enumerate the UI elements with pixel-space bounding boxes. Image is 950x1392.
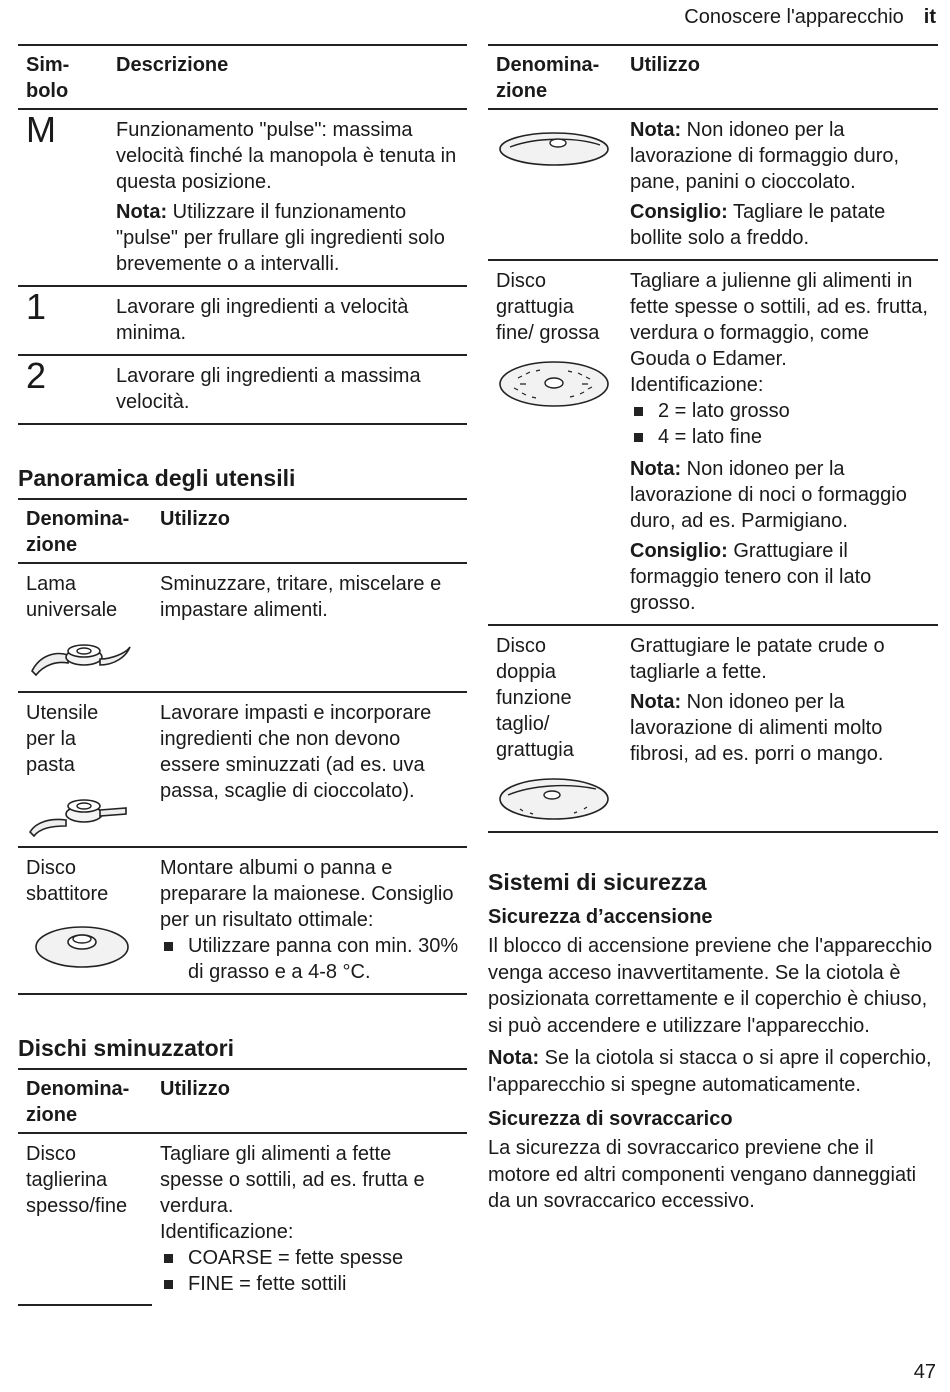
list-item: Utilizzare panna con min. 30% di grasso e a 4-8 °C. bbox=[160, 933, 459, 985]
note-body: Non idoneo per la lavorazione di formaggio duro, pane, panini o cioccolato. bbox=[630, 119, 900, 193]
section-title: Panoramica degli utensili bbox=[18, 465, 296, 491]
right-column bbox=[488, 44, 938, 1215]
table-row bbox=[18, 563, 467, 692]
tool-name: Disco sbattitore bbox=[26, 857, 109, 905]
disc-use-cell bbox=[622, 260, 938, 625]
tip-text bbox=[630, 538, 930, 616]
disc-use-cell bbox=[622, 625, 938, 832]
tools-table bbox=[18, 498, 467, 995]
note-text bbox=[116, 199, 459, 277]
note-text bbox=[630, 456, 930, 534]
note-body: Se la ciotola si stacca o si apre il coperchio, l'apparecchio si spegne automaticamente. bbox=[488, 1047, 932, 1096]
discs-header-name: Denomina- zione bbox=[488, 45, 622, 109]
table-row bbox=[18, 1133, 467, 1305]
subsection-title: Sicurezza di sovraccarico bbox=[488, 1108, 733, 1130]
disc-name-cell bbox=[488, 625, 622, 832]
disc-use: Tagliare gli alimenti a fette spesse o sottili, ad es. frutta e verdura. bbox=[160, 1143, 425, 1217]
tip-body: Tagliare le patate bollite solo a freddo. bbox=[630, 201, 886, 249]
note-body: Non idoneo per la lavorazione di alimenti molto fibrosi, ad es. porri o mango. bbox=[630, 691, 884, 765]
disc-name-cell bbox=[488, 109, 622, 260]
grater-disc-icon bbox=[496, 356, 612, 412]
list-item: 4 = lato fine bbox=[630, 424, 930, 450]
tip-label: Consiglio: bbox=[630, 540, 728, 562]
list-item: FINE = fette sottili bbox=[160, 1271, 459, 1297]
disc-use-cell bbox=[622, 109, 938, 260]
tip-text bbox=[630, 199, 930, 251]
tools-header-name: Denomina- zione bbox=[18, 499, 152, 563]
tip-label: Consiglio: bbox=[630, 201, 728, 223]
section-title: Sistemi di sicurezza bbox=[488, 869, 707, 895]
disc-name: Disco grattugia fine/ grossa bbox=[496, 270, 600, 344]
disc-use: Tagliare a julienne gli alimenti in fette spesse o sottili, ad es. frutta, verdura o formaggio, come Gouda o Edamer. bbox=[630, 270, 928, 370]
dough-tool-icon bbox=[26, 788, 136, 838]
list-item: COARSE = fette spesse bbox=[160, 1245, 459, 1271]
tool-use: Montare albumi o panna e preparare la maionese. Consiglio per un risultato ottimale: bbox=[160, 857, 454, 931]
desc-cell: Lavorare gli ingredienti a massima velocità. bbox=[108, 355, 467, 424]
disc-name-text: Disco taglierina spesso/fine bbox=[26, 1143, 128, 1217]
note-label: Nota: bbox=[116, 201, 168, 223]
tool-use-cell bbox=[152, 847, 467, 994]
tip-body: Grattugiare il formaggio tenero con il lato grosso. bbox=[630, 540, 872, 614]
disc-use: Grattugiare le patate crude o tagliarle a fette. bbox=[630, 635, 885, 683]
table-row bbox=[18, 847, 467, 994]
note-label: Nota: bbox=[630, 691, 682, 713]
note-label: Nota: bbox=[630, 458, 682, 480]
table-row bbox=[488, 260, 938, 625]
symbols-table bbox=[18, 44, 467, 425]
ident-label: Identificazione: bbox=[160, 1221, 294, 1243]
disc-name: Disco doppia funzione taglio/ grattugia bbox=[496, 635, 574, 761]
disc-name-cell bbox=[488, 260, 622, 625]
discs-header-name: Denomina- zione bbox=[18, 1069, 152, 1133]
discs-header-use: Utilizzo bbox=[152, 1069, 467, 1133]
symbol-cell: M bbox=[18, 109, 108, 286]
tool-name-cell bbox=[18, 692, 152, 847]
left-column bbox=[18, 44, 467, 1306]
desc-cell bbox=[108, 109, 467, 286]
disc-use-cell bbox=[152, 1133, 467, 1305]
tool-name-cell bbox=[18, 563, 152, 692]
desc-cell: Lavorare gli ingredienti a velocità minima. bbox=[108, 286, 467, 355]
bullet-list bbox=[160, 933, 459, 985]
header-lang: it bbox=[923, 6, 936, 28]
note-label: Nota: bbox=[630, 119, 682, 141]
note-text bbox=[630, 117, 930, 195]
header-title: Conoscere l'apparecchio bbox=[684, 6, 904, 28]
discs-header-use: Utilizzo bbox=[622, 45, 938, 109]
discs-table bbox=[18, 1068, 467, 1306]
table-row bbox=[488, 109, 938, 260]
disc-name bbox=[18, 1133, 152, 1305]
symbol-cell: 1 bbox=[18, 286, 108, 355]
tool-use: Sminuzzare, tritare, miscelare e impastare alimenti. bbox=[152, 563, 467, 692]
panoramica-section bbox=[18, 465, 467, 995]
subsection-title: Sicurezza d’accensione bbox=[488, 906, 713, 928]
table-row bbox=[18, 109, 467, 286]
paragraph: Il blocco di accensione previene che l'apparecchio venga acceso inavvertitamente. Se la ciotola è posizionata correttamente e il coperchio è chiuso, si può accendere e utilizzare l'apparecchio. bbox=[488, 935, 933, 1037]
symbols-header-symbol: Sim- bolo bbox=[18, 45, 108, 109]
note-body: Utilizzare il funzionamento "pulse" per frullare gli ingredienti solo brevemente o a intervalli. bbox=[116, 201, 445, 275]
table-row bbox=[18, 286, 467, 355]
blade-icon bbox=[26, 633, 136, 683]
sicurezza-section bbox=[488, 869, 938, 1215]
dual-disc-icon bbox=[496, 773, 612, 823]
dischi-section bbox=[18, 1035, 467, 1306]
ident-label: Identificazione: bbox=[630, 374, 764, 396]
note-body: Non idoneo per la lavorazione di noci o formaggio duro, ad es. Parmigiano. bbox=[630, 458, 907, 532]
page-number: 47 bbox=[913, 1361, 936, 1383]
note-paragraph bbox=[488, 1045, 938, 1098]
table-row bbox=[488, 625, 938, 832]
note-text bbox=[630, 689, 930, 767]
desc-text: Funzionamento "pulse": massima velocità finché la manopola è tenuta in questa posizione. bbox=[116, 119, 457, 193]
section-title: Dischi sminuzzatori bbox=[18, 1035, 234, 1061]
note-label: Nota: bbox=[488, 1047, 540, 1069]
bullet-list bbox=[160, 1245, 459, 1297]
page-header bbox=[684, 6, 936, 29]
discs-table-cont bbox=[488, 44, 938, 833]
whisk-disc-icon bbox=[26, 917, 136, 973]
list-item: 2 = lato grosso bbox=[630, 398, 930, 424]
paragraph: La sicurezza di sovraccarico previene che il motore ed altri componenti vengano danneggiati da un sovraccarico eccessivo. bbox=[488, 1137, 917, 1212]
tool-name: Utensile per la pasta bbox=[26, 702, 99, 776]
tool-name: Lama universale bbox=[26, 573, 118, 621]
tool-name-cell bbox=[18, 847, 152, 994]
tool-use: Lavorare impasti e incorporare ingredienti che non devono essere sminuzzati (ad es. uva passa, scaglie di cioccolato). bbox=[152, 692, 467, 847]
table-row bbox=[18, 355, 467, 424]
tools-header-use: Utilizzo bbox=[152, 499, 467, 563]
symbols-header-desc: Descrizione bbox=[108, 45, 467, 109]
bullet-list bbox=[630, 398, 930, 450]
symbol-cell: 2 bbox=[18, 355, 108, 424]
slicing-disc-icon bbox=[496, 127, 612, 171]
table-row bbox=[18, 692, 467, 847]
